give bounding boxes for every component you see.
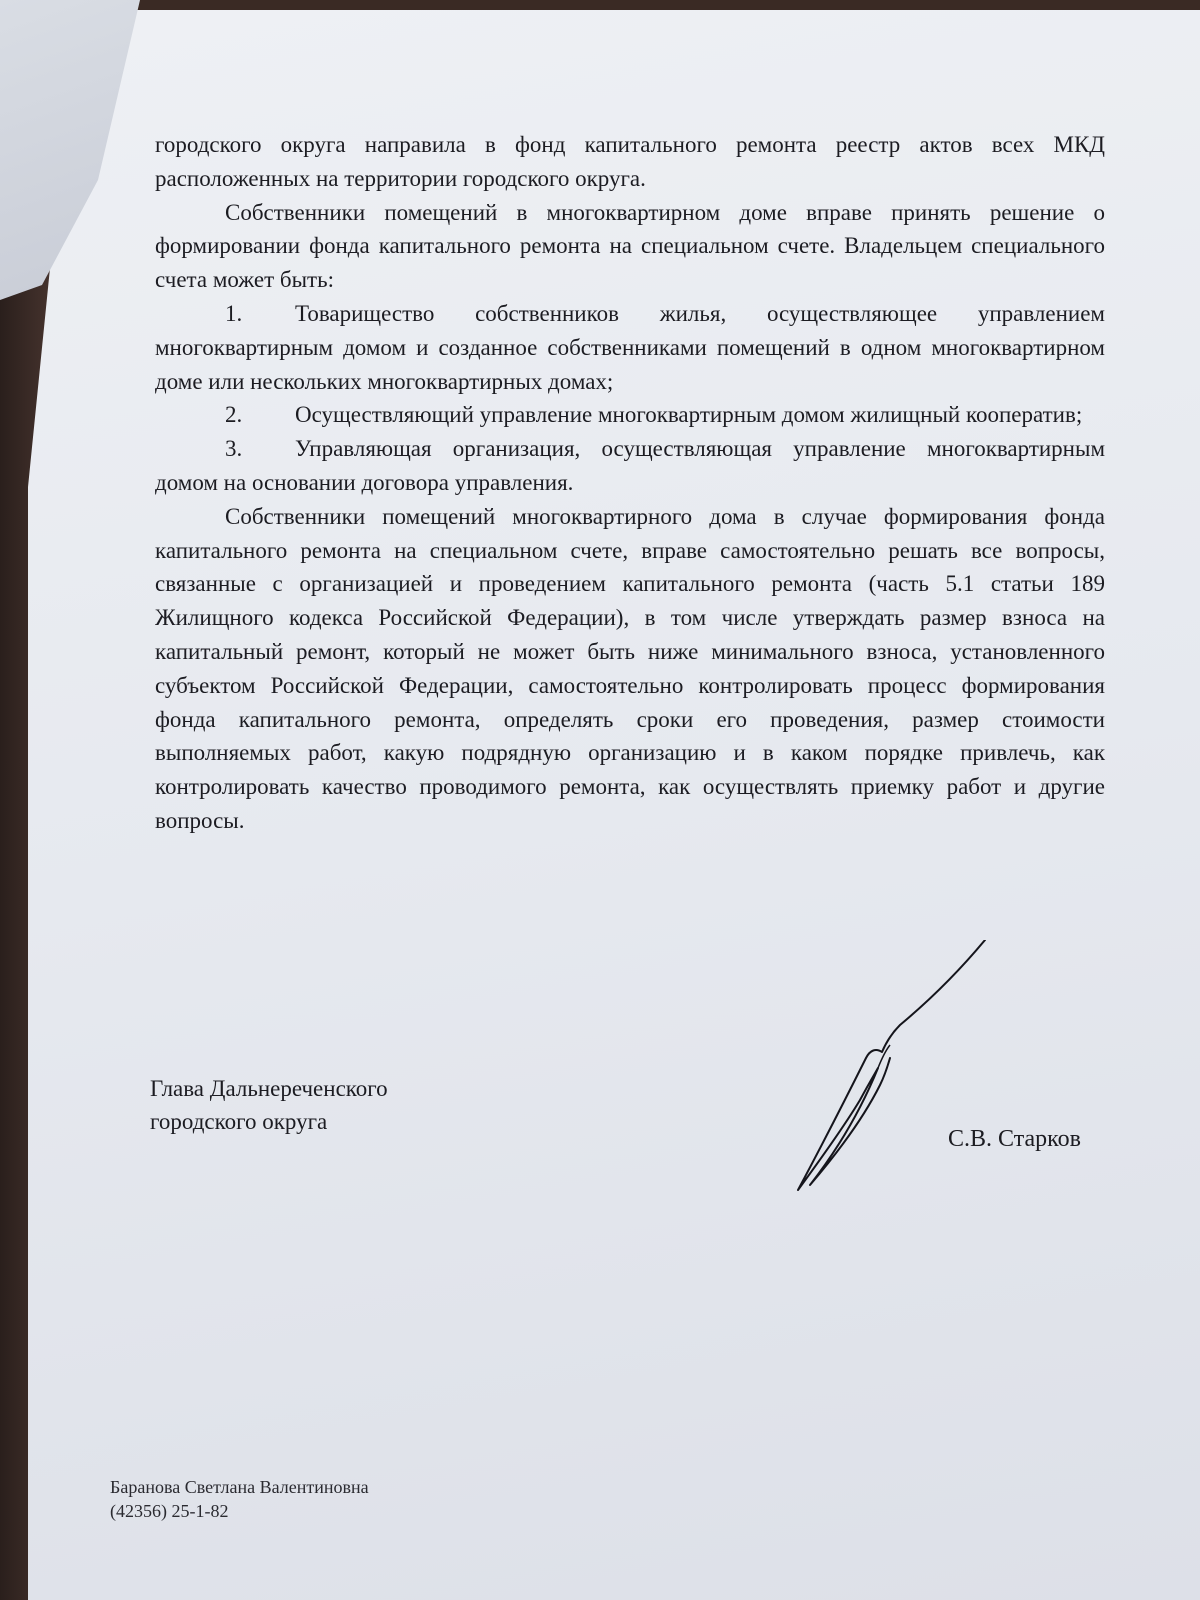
list-item-text: Осуществляющий управление многоквартирным домом жилищный кооператив; — [295, 402, 1083, 428]
document-body — [155, 128, 1105, 838]
list-item-number: 3. — [225, 436, 243, 462]
signatory-name: С.В. Старков — [948, 1126, 1081, 1152]
executor-info — [110, 1475, 369, 1523]
list-item-text: Управляющая организация, осуществляющая управление многоквартирным домом на основании договора управления. — [155, 436, 1105, 495]
paragraph-intro: городского округа направила в фонд капитального ремонта реестр актов всех МКД расположенных на территории городского округа. — [155, 132, 1105, 191]
list-item-number: 2. — [225, 402, 243, 428]
paragraph-owners-powers: Собственники помещений многоквартирного дома в случае формирования фонда капитального ремонта на специальном счете, вправе самостоятельно решать все вопросы, связанные с организацией и проведением капитального ремонта (часть 5.1 статьи 189 Жилищного кодекса Российской Федерации), в том числе утверждать размер взноса на капитальный ремонт, который не может быть ниже минимального взноса, установленного субъектом Российской Федерации, самостоятельно контролировать процесс формирования фонда капитального ремонта, определять сроки его проведения, размер стоимости выполняемых работ, какую подрядную организацию и в каком порядке привлечь, как контролировать качество проводимого ремонта, как осуществлять приемку работ и другие вопросы. — [155, 503, 1105, 833]
list-item — [155, 297, 1105, 398]
list-item-number: 1. — [225, 300, 243, 326]
list-item — [155, 398, 1105, 432]
signatory-position-line: Глава Дальнереченского — [150, 1076, 388, 1101]
executor-phone: (42356) 25-1-82 — [110, 1501, 229, 1521]
signatory-position — [150, 1072, 388, 1138]
signatory-position-line: городского округа — [150, 1109, 328, 1134]
handwritten-signature — [790, 940, 1010, 1200]
executor-name: Баранова Светлана Валентиновна — [110, 1477, 369, 1497]
list-item — [155, 432, 1105, 500]
list-item-text: Товарищество собственников жилья, осуществляющее управлением многоквартирным домом и созданное собственниками помещений в одном многоквартирном доме или нескольких многоквартирных домах; — [155, 300, 1105, 394]
paragraph-owners-right: Собственники помещений в многоквартирном доме вправе принять решение о формировании фонда капитального ремонта на специальном счете. Владельцем специального счета может быть: — [155, 199, 1105, 293]
